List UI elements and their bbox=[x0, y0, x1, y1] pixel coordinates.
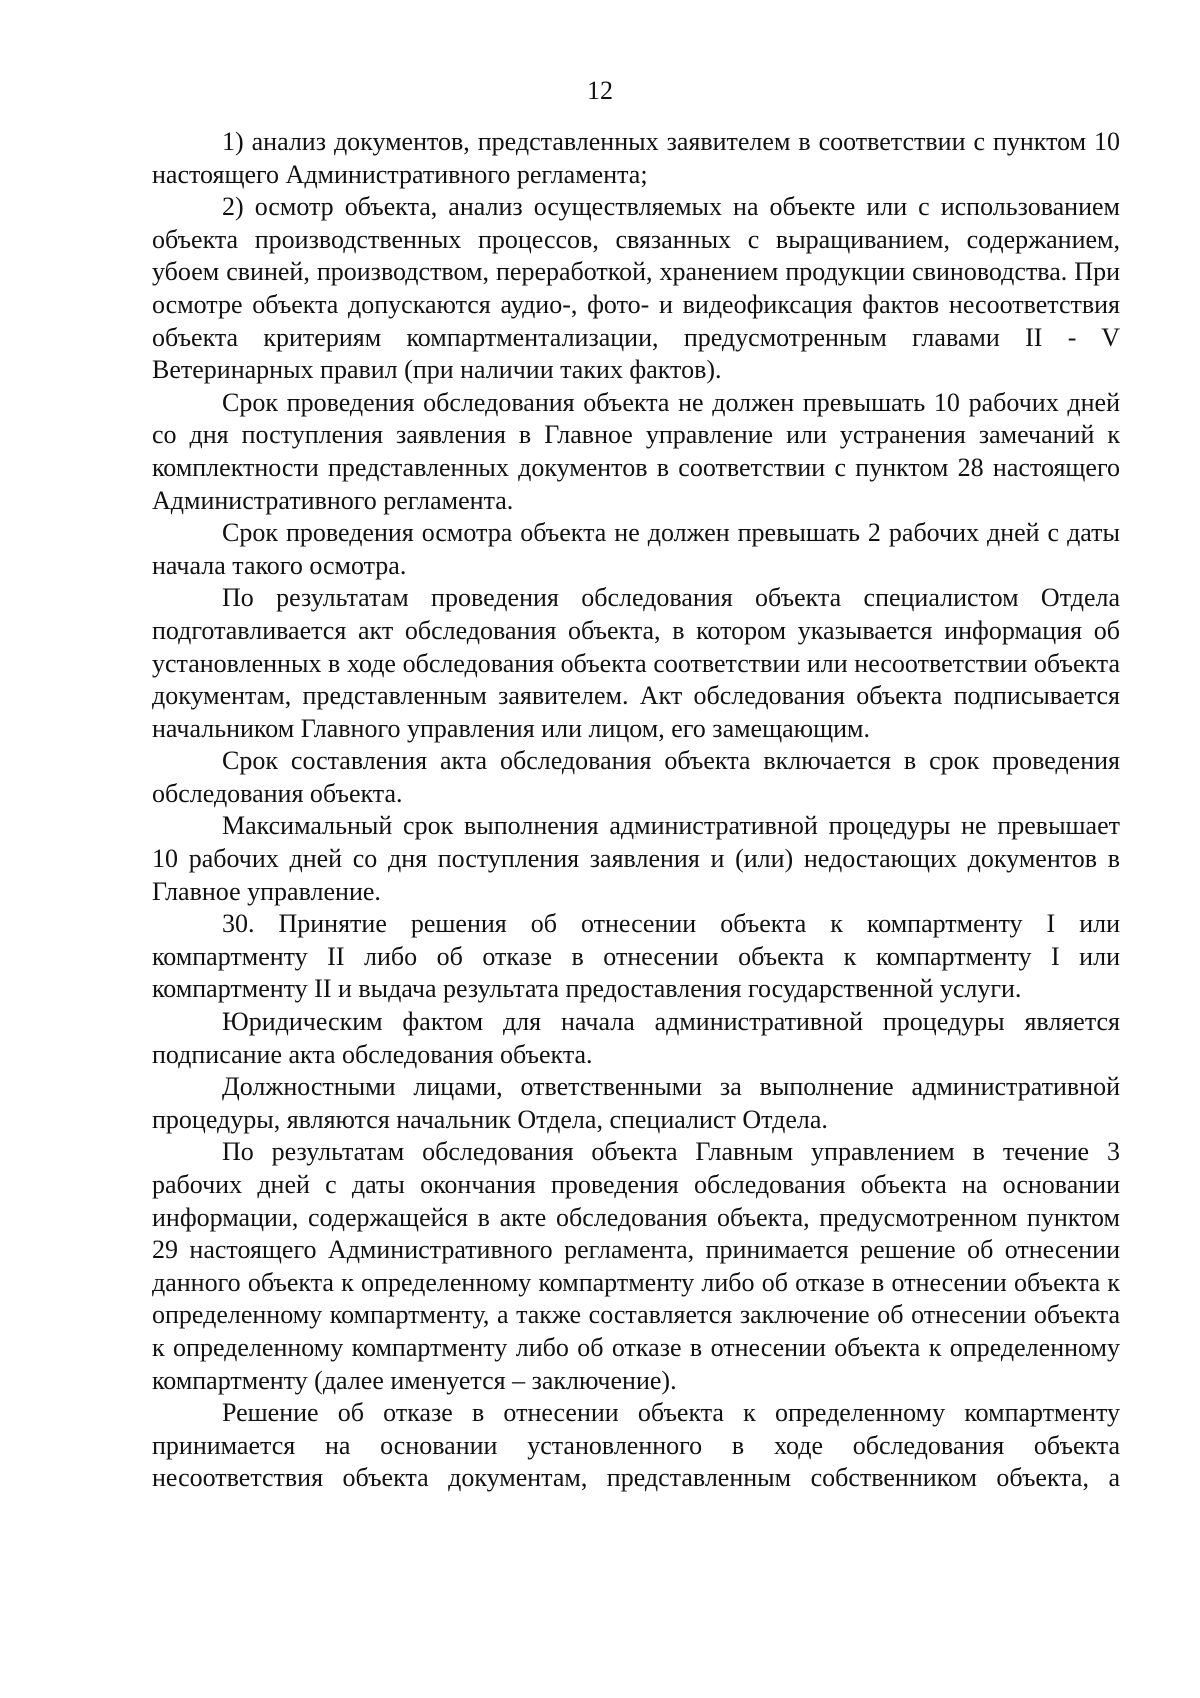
paragraph-legal-fact: Юридическим фактом для начала административной процедуры является подписание акта обследования объекта. bbox=[152, 1007, 1120, 1069]
paragraph-document-analysis: 1) анализ документов, представленных заявителем в соответствии с пунктом 10 настоящего Административного регламента; bbox=[152, 127, 1120, 189]
paragraph-object-inspection: 2) осмотр объекта, анализ осуществляемых на объекте или с использованием объекта производственных процессов, связанных с выращиванием, содержанием, убоем свиней, производством, переработкой, хранением продукции свиноводства. При осмотре объекта допускаются аудио-, фото- и видеофиксация фактов несоответствия объекта критериям компартментализации, предусмотренным главами II - V Ветеринарных правил (при наличии таких фактов). bbox=[152, 192, 1120, 385]
page-number: 12 bbox=[587, 76, 613, 105]
paragraph-item-30-decision: 30. Принятие решения об отнесении объекта к компартменту I или компартменту II либо об отказе в отнесении объекта к компартменту I или компартменту II и выдача результата предоставления государственной услуги. bbox=[152, 909, 1120, 1004]
paragraph-survey-act: По результатам проведения обследования объекта специалистом Отдела подготавливается акт обследования объекта, в котором указывается информация об установленных в ходе обследования объекта соответствии или несоответствии объекта документам, представленным заявителем. Акт обследования объекта подписывается начальником Главного управления или лицом, его замещающим. bbox=[152, 583, 1120, 743]
document-body bbox=[152, 126, 1120, 1495]
paragraph-inspection-deadline: Срок проведения осмотра объекта не должен превышать 2 рабочих дней с даты начала такого осмотра. bbox=[152, 518, 1120, 580]
paragraph-act-deadline: Срок составления акта обследования объекта включается в срок проведения обследования объекта. bbox=[152, 746, 1120, 808]
paragraph-max-procedure-term: Максимальный срок выполнения административной процедуры не превышает 10 рабочих дней со дня поступления заявления и (или) недостающих документов в Главное управление. bbox=[152, 811, 1120, 906]
paragraph-refusal-decision: Решение об отказе в отнесении объекта к определенному компартменту принимается на основании установленного в ходе обследования объекта несоответствия объекта документам, представленным собственником объекта, а bbox=[152, 1398, 1120, 1493]
paragraph-responsible-officials: Должностными лицами, ответственными за выполнение административной процедуры, являются начальник Отдела, специалист Отдела. bbox=[152, 1072, 1120, 1134]
paragraph-survey-deadline: Срок проведения обследования объекта не должен превышать 10 рабочих дней со дня поступления заявления в Главное управление или устранения замечаний к комплектности представленных документов в соответствии с пунктом 28 настоящего Административного регламента. bbox=[152, 387, 1120, 515]
paragraph-survey-results-decision: По результатам обследования объекта Главным управлением в течение 3 рабочих дней с даты окончания проведения обследования объекта на основании информации, содержащейся в акте обследования объекта, предусмотренном пунктом 29 настоящего Административного регламента, принимается решение об отнесении данного объекта к определенному компартменту либо об отказе в отнесении объекта к определенному компартменту, а также составляется заключение об отнесении объекта к определенному компартменту либо об отказе в отнесении объекта к определенному компартменту (далее именуется – заключение). bbox=[152, 1137, 1120, 1395]
